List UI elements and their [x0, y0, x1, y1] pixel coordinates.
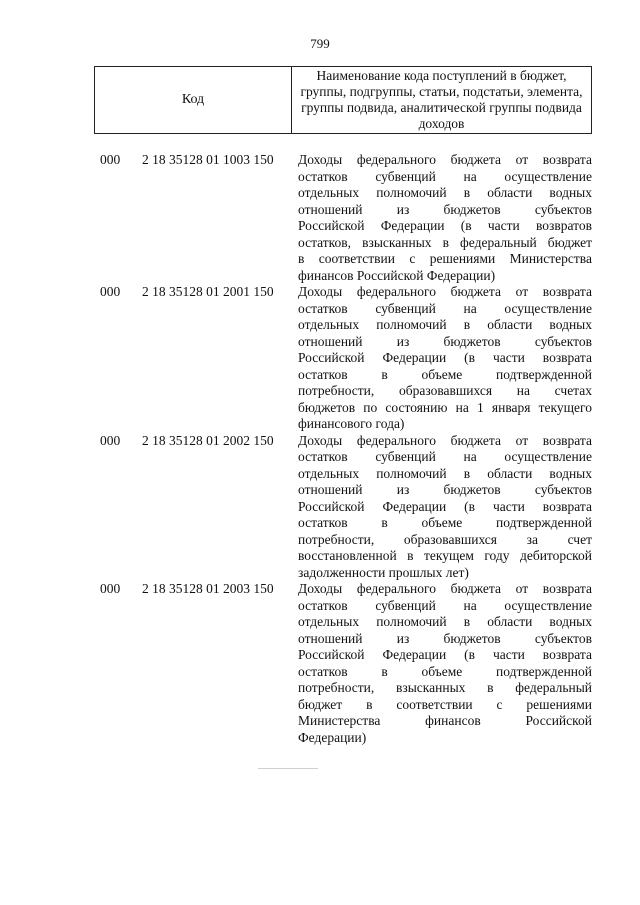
- table-row: [100, 152, 592, 284]
- description-line: отдельных полномочий в области водных: [298, 465, 592, 481]
- description-line: потребности, образовавшихся за счет: [298, 531, 592, 547]
- description-line: задолженности прошлых лет): [298, 564, 469, 580]
- description-line: отдельных полномочий в области водных: [298, 317, 592, 332]
- description-line: финансового года): [298, 416, 405, 431]
- description-line: остатков в объеме подтвержденной: [298, 515, 592, 530]
- header-code-label: Код: [95, 67, 292, 133]
- description-line: Доходы федерального бюджета от возврата: [298, 581, 592, 596]
- row-income-code: 2 18 35128 01 2001 150: [142, 284, 274, 299]
- row-admin-code: 000: [100, 152, 121, 167]
- description-line: отдельных полномочий в области водных: [298, 185, 592, 200]
- description-line: остатков в объеме подтвержденной: [298, 663, 592, 679]
- description-line: отношений из бюджетов субъектов: [298, 201, 592, 217]
- row-description: [298, 433, 592, 582]
- row-admin-code: 000: [100, 284, 121, 299]
- description-line: отношений из бюджетов субъектов: [298, 333, 592, 349]
- row-description: [298, 284, 592, 433]
- description-line: финансов Российской Федерации): [298, 267, 496, 283]
- description-line: отношений из бюджетов субъектов: [298, 482, 592, 497]
- table-row: [100, 581, 592, 746]
- table-row: [100, 284, 592, 433]
- description-line: остатков субвенций на осуществление: [298, 449, 592, 464]
- description-line: в соответствии с решениями Министерства: [298, 251, 592, 266]
- description-line: Российской Федерации (в части возврата: [298, 498, 592, 514]
- description-line: остатков субвенций на осуществление: [298, 300, 592, 316]
- description-line: Доходы федерального бюджета от возврата: [298, 284, 592, 299]
- description-line: восстановленной в текущем году дебиторской: [298, 548, 592, 563]
- description-line: бюджет в соответствии с решениями: [298, 696, 592, 712]
- row-admin-code: 000: [100, 432, 121, 448]
- description-line: остатков субвенций на осуществление: [298, 168, 592, 184]
- table-row: [100, 433, 592, 582]
- description-line: Федерации): [298, 729, 367, 745]
- table-body: [100, 152, 592, 746]
- description-line: отношений из бюджетов субъектов: [298, 630, 592, 646]
- description-line: Доходы федерального бюджета от возврата: [298, 432, 592, 448]
- page-number: 799: [310, 36, 330, 51]
- description-line: Министерства финансов Российской: [298, 713, 592, 728]
- description-line: бюджетов по состоянию на 1 января текущего: [298, 399, 592, 415]
- description-line: отдельных полномочий в области водных: [298, 614, 592, 629]
- row-income-code: 2 18 35128 01 2003 150: [142, 581, 274, 596]
- row-income-code: 2 18 35128 01 2002 150: [142, 432, 274, 448]
- description-line: остатков, взысканных в федеральный бюджет: [298, 234, 592, 250]
- description-line: потребности, взысканных в федеральный: [298, 680, 592, 695]
- description-line: Российской Федерации (в части возврата: [298, 350, 592, 365]
- description-line: Доходы федерального бюджета от возврата: [298, 152, 592, 167]
- row-income-code: 2 18 35128 01 1003 150: [142, 152, 274, 167]
- row-description: [298, 152, 592, 284]
- description-line: потребности, образовавшихся на счетах: [298, 383, 592, 398]
- description-line: остатков в объеме подтвержденной: [298, 366, 592, 382]
- description-line: Российской Федерации (в части возврата: [298, 647, 592, 662]
- description-line: остатков субвенций на осуществление: [298, 597, 592, 613]
- row-admin-code: 000: [100, 581, 121, 596]
- table-header: [94, 66, 592, 134]
- scan-artifact-line: [258, 768, 318, 769]
- header-name-label: Наименование кода поступлений в бюджет, группы, подгруппы, статьи, подстатьи, элемента, группы подвида, аналитической группы подвида доходов: [300, 68, 583, 131]
- description-line: Российской Федерации (в части возвратов: [298, 218, 592, 233]
- row-description: [298, 581, 592, 746]
